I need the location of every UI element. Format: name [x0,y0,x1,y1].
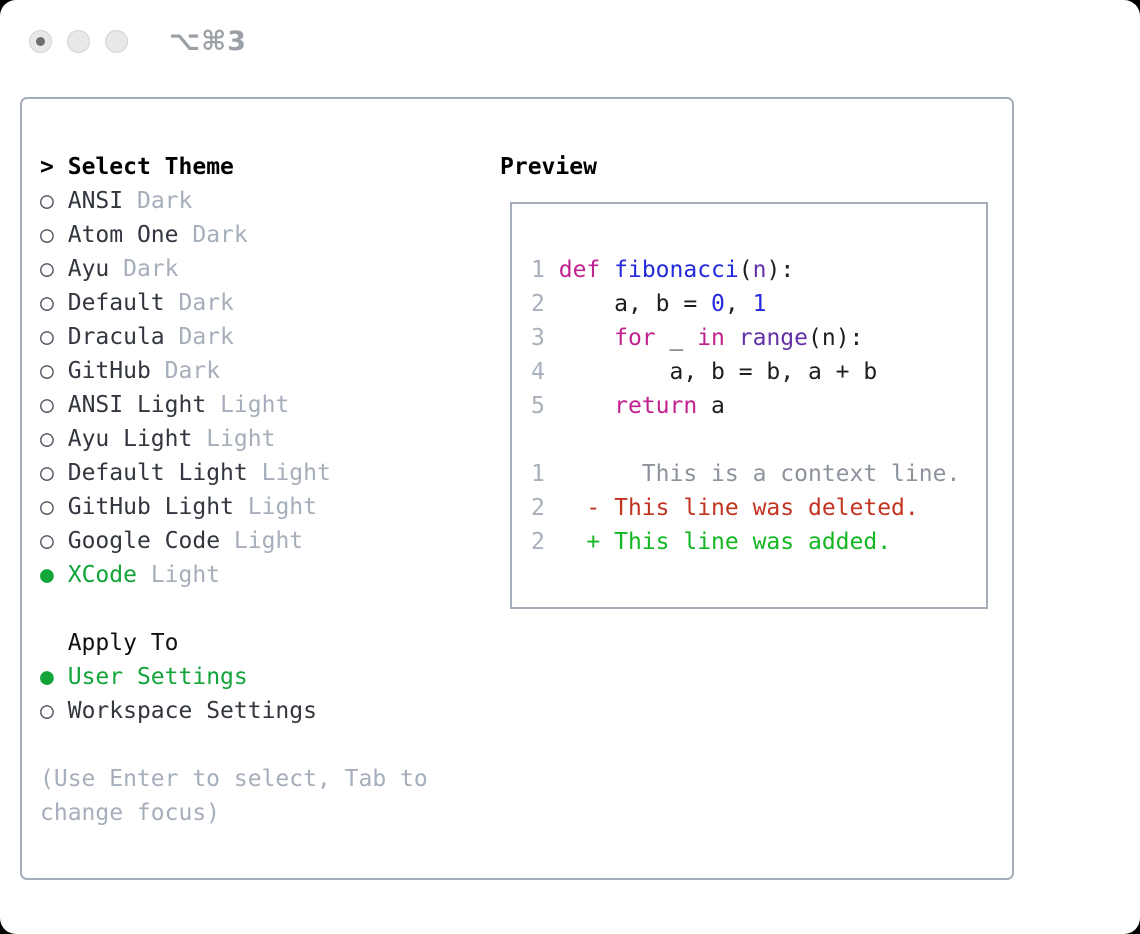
theme-list [40,184,428,592]
radio-icon: ○ [40,290,54,316]
apply-to-header: Apply To [67,630,179,656]
diff-text: - This line was deleted. [558,495,919,521]
line-number: 2 [531,291,545,317]
code-token: (n): [808,325,864,351]
window-buttons [29,30,143,53]
theme-name: ANSI [67,188,124,214]
code-line [531,321,986,355]
line-number: 1 [531,461,545,487]
theme-tag: Dark [192,222,248,248]
code-token: , [724,291,753,317]
window-button-icon[interactable] [29,30,52,53]
apply-option-label: Workspace Settings [67,698,317,724]
code-token: a [697,393,725,419]
spacer [40,728,428,762]
radio-icon: ○ [40,188,54,214]
theme-tag: Light [233,528,304,554]
code-token [600,257,614,283]
code-token: _ [655,325,698,351]
radio-icon: ○ [40,256,54,282]
theme-name: Default Light [67,460,248,486]
radio-icon: ● [40,562,54,588]
theme-option[interactable] [40,490,428,524]
theme-name: ANSI Light [67,392,207,418]
code-line [531,253,986,287]
theme-tag: Dark [123,256,179,282]
theme-tag: Light [247,494,317,520]
theme-option[interactable] [40,456,428,490]
radio-icon: ○ [40,426,54,452]
theme-option[interactable] [40,354,428,388]
titlebar [29,26,247,57]
theme-name: Ayu [67,256,110,282]
code-line [531,355,986,389]
help-line: change focus) [40,800,221,826]
theme-name: Dracula [67,324,165,350]
theme-name: GitHub Light [67,494,234,520]
theme-tag: Light [150,562,221,588]
code-preview [531,253,986,423]
theme-option[interactable] [40,388,428,422]
line-number: 2 [531,495,545,521]
code-token [725,325,739,351]
radio-icon: ○ [40,698,54,724]
code-token: ( [738,257,753,283]
diff-line [531,491,986,525]
theme-tag: Light [206,426,276,452]
code-token: return [614,393,698,419]
theme-tag: Light [220,392,290,418]
theme-tag: Dark [136,188,193,214]
select-theme-title: Select Theme [67,154,234,180]
code-token: for [614,325,656,351]
code-token: 0 [711,291,725,317]
theme-option[interactable] [40,320,428,354]
theme-option[interactable] [40,422,428,456]
window-shortcut-label: ⌥⌘3 [169,26,247,57]
help-text [40,762,428,830]
diff-line [531,525,986,559]
code-token [559,325,614,351]
radio-icon: ● [40,664,54,690]
theme-tag: Dark [164,358,221,384]
apply-to-list [40,660,428,728]
code-token: a, b = [558,291,712,317]
theme-option[interactable] [40,286,428,320]
theme-tag: Dark [178,324,234,350]
line-number: 5 [531,393,545,419]
radio-icon: ○ [40,528,54,554]
preview-title: Preview [500,154,597,180]
diff-text: + This line was added. [558,529,892,555]
theme-tag: Light [261,460,331,486]
spacer [40,592,428,626]
line-number: 1 [531,257,545,283]
apply-option-label: User Settings [67,664,248,690]
radio-icon: ○ [40,494,54,520]
prompt-caret-icon: > [40,154,54,180]
code-token: fibonacci [614,257,739,283]
code-line [531,287,986,321]
theme-name: Google Code [67,528,221,554]
code-line [531,389,986,423]
code-token: n [752,257,767,283]
code-token [559,393,614,419]
preview-box [510,202,988,609]
theme-name: Default [67,290,165,316]
window-button-icon[interactable] [67,30,90,53]
line-number: 4 [531,359,545,385]
window-button-dot [36,37,45,46]
theme-column [40,150,428,830]
theme-option[interactable] [40,218,428,252]
radio-icon: ○ [40,222,54,248]
theme-name: GitHub [67,358,151,384]
spacer [531,423,986,457]
radio-icon: ○ [40,392,54,418]
theme-option[interactable] [40,252,428,286]
radio-icon: ○ [40,358,54,384]
code-token: 1 [752,291,767,317]
line-number: 2 [531,529,545,555]
line-number: 3 [531,325,545,351]
diff-text: This is a context line. [558,461,961,487]
theme-name: XCode [67,562,137,588]
apply-option[interactable] [40,694,428,728]
main-panel [20,97,1014,880]
code-token: in [697,325,725,351]
diff-line [531,457,986,491]
code-token: def [558,257,601,283]
theme-name: Ayu Light [67,426,193,452]
apply-option[interactable] [40,660,428,694]
code-token: a, b = b, a + b [558,359,878,385]
theme-name: Atom One [67,222,179,248]
diff-preview [531,457,986,559]
theme-option[interactable] [40,184,428,218]
theme-tag: Dark [178,290,234,316]
code-token: ): [766,257,795,283]
window-button-icon[interactable] [105,30,128,53]
theme-option[interactable] [40,558,428,592]
select-theme-header [40,150,428,184]
theme-option[interactable] [40,524,428,558]
code-token: range [738,325,809,351]
radio-icon: ○ [40,324,54,350]
radio-icon: ○ [40,460,54,486]
help-line: (Use Enter to select, Tab to [40,766,428,792]
